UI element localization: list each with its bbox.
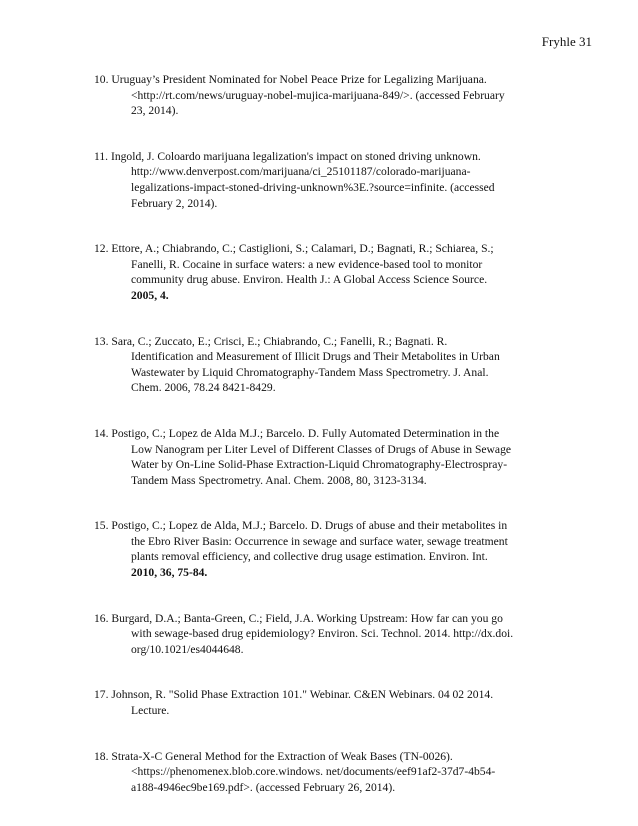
reference-line: Tandem Mass Spectrometry. Anal. Chem. 2008, 80, 3123-3134.: [131, 473, 427, 487]
reference-line: 23, 2014).: [131, 104, 179, 118]
reference-text: Strata-X-C General Method for the Extraction of Weak Bases (TN-0026).: [111, 749, 453, 763]
reference-text: Postigo, C.; Lopez de Alda M.J.; Barcelo. D. Fully Automated Determination in the: [111, 426, 500, 440]
reference-line: community drug abuse. Environ. Health J.: A Global Access Science Source.: [131, 273, 488, 287]
reference-line: February 2, 2014).: [131, 196, 218, 210]
reference-item: [88, 687, 558, 718]
reference-line: [94, 149, 558, 165]
reference-text: Johnson, R. "Solid Phase Extraction 101." Webinar. C&EN Webinars. 04 02 2014.: [111, 688, 494, 702]
reference-number: 18.: [94, 749, 109, 763]
reference-line: [94, 72, 558, 88]
reference-line: Identification and Measurement of Illicit Drugs and Their Metabolites in Urban: [131, 350, 500, 364]
reference-text: Burgard, D.A.; Banta-Green, C.; Field, J.A. Working Upstream: How far can you go: [111, 611, 503, 625]
running-header: Fryhle 31: [541, 34, 592, 49]
reference-text: Ettore, A.; Chiabrando, C.; Castiglioni, S.; Calamari, D.; Bagnati, R.; Schiarea, S.;: [111, 242, 494, 256]
reference-line: Lecture.: [131, 704, 170, 718]
reference-line[interactable]: with sewage-based drug epidemiology? Environ. Sci. Technol. 2014. http://dx.doi.: [131, 627, 514, 641]
reference-link-line[interactable]: org/10.1021/es4044648.: [131, 642, 244, 656]
reference-line: Water by On-Line Solid-Phase Extraction-Liquid Chromatography-Electrospray-: [131, 458, 508, 472]
reference-number: 10.: [94, 73, 109, 86]
reference-line: [94, 334, 558, 350]
reference-item: [88, 426, 558, 488]
reference-year-volume: 2005, 4.: [131, 288, 169, 302]
reference-line: Wastewater by Liquid Chromatography-Tandem Mass Spectrometry. J. Anal.: [131, 365, 489, 379]
reference-item: [88, 611, 558, 658]
reference-year-volume: 2010, 36, 75-84.: [131, 566, 208, 580]
reference-text: Sara, C.; Zuccato, E.; Crisci, E.; Chiabrando, C.; Fanelli, R.; Bagnati. R.: [111, 334, 448, 348]
reference-line: Low Nanogram per Liter Level of Different Classes of Drugs of Abuse in Sewage: [131, 442, 512, 456]
reference-text: Postigo, C.; Lopez de Alda, M.J.; Barcelo. D. Drugs of abuse and their metabolites in: [111, 519, 508, 533]
reference-item: [88, 241, 558, 303]
reference-number: 14.: [94, 426, 109, 440]
reference-list: [88, 72, 558, 825]
reference-line: plants removal efficiency, and collective drug usage estimation. Environ. Int.: [131, 550, 488, 564]
reference-line: Chem. 2006, 78.24 8421-8429.: [131, 381, 276, 395]
reference-item: [88, 334, 558, 396]
reference-line: [94, 241, 558, 257]
reference-line: [94, 749, 558, 765]
reference-item: [88, 749, 558, 796]
reference-link-line[interactable]: a188-4946ec9be169.pdf>. (accessed February 26, 2014).: [131, 780, 396, 794]
reference-number: 12.: [94, 242, 109, 256]
reference-line[interactable]: <http://rt.com/news/uruguay-nobel-mujica-marijuana-849/>. (accessed February: [131, 88, 505, 102]
reference-number: 17.: [94, 688, 109, 702]
reference-text: Uruguay’s President Nominated for Nobel Peace Prize for Legalizing Marijuana.: [111, 73, 487, 86]
reference-number: 15.: [94, 519, 109, 533]
reference-line: [94, 611, 558, 627]
reference-line: [94, 687, 558, 703]
reference-line: [94, 426, 558, 442]
reference-item: [88, 149, 558, 211]
reference-number: 11.: [94, 149, 109, 163]
reference-item: [88, 72, 558, 119]
reference-line: [131, 288, 558, 304]
reference-line: Fanelli, R. Cocaine in surface waters: a new evidence-based tool to monitor: [131, 257, 483, 271]
reference-line: the Ebro River Basin: Occurrence in sewage and surface water, sewage treatment: [131, 534, 508, 548]
reference-number: 13.: [94, 334, 109, 348]
reference-link-line[interactable]: legalizations-impact-stoned-driving-unknown%3E.?source=infinite. (accessed: [131, 180, 495, 194]
reference-item: [88, 518, 558, 580]
reference-number: 16.: [94, 611, 109, 625]
reference-line: [131, 565, 558, 581]
reference-link-line[interactable]: <https://phenomenex.blob.core.windows. net/documents/eef91af2-37d7-4b54-: [131, 765, 496, 779]
reference-text: Ingold, J. Coloardo marijuana legalization's impact on stoned driving unknown.: [110, 149, 481, 163]
reference-link-line[interactable]: http://www.denverpost.com/marijuana/ci_25101187/colorado-marijuana-: [131, 165, 471, 179]
reference-line: [94, 518, 558, 534]
